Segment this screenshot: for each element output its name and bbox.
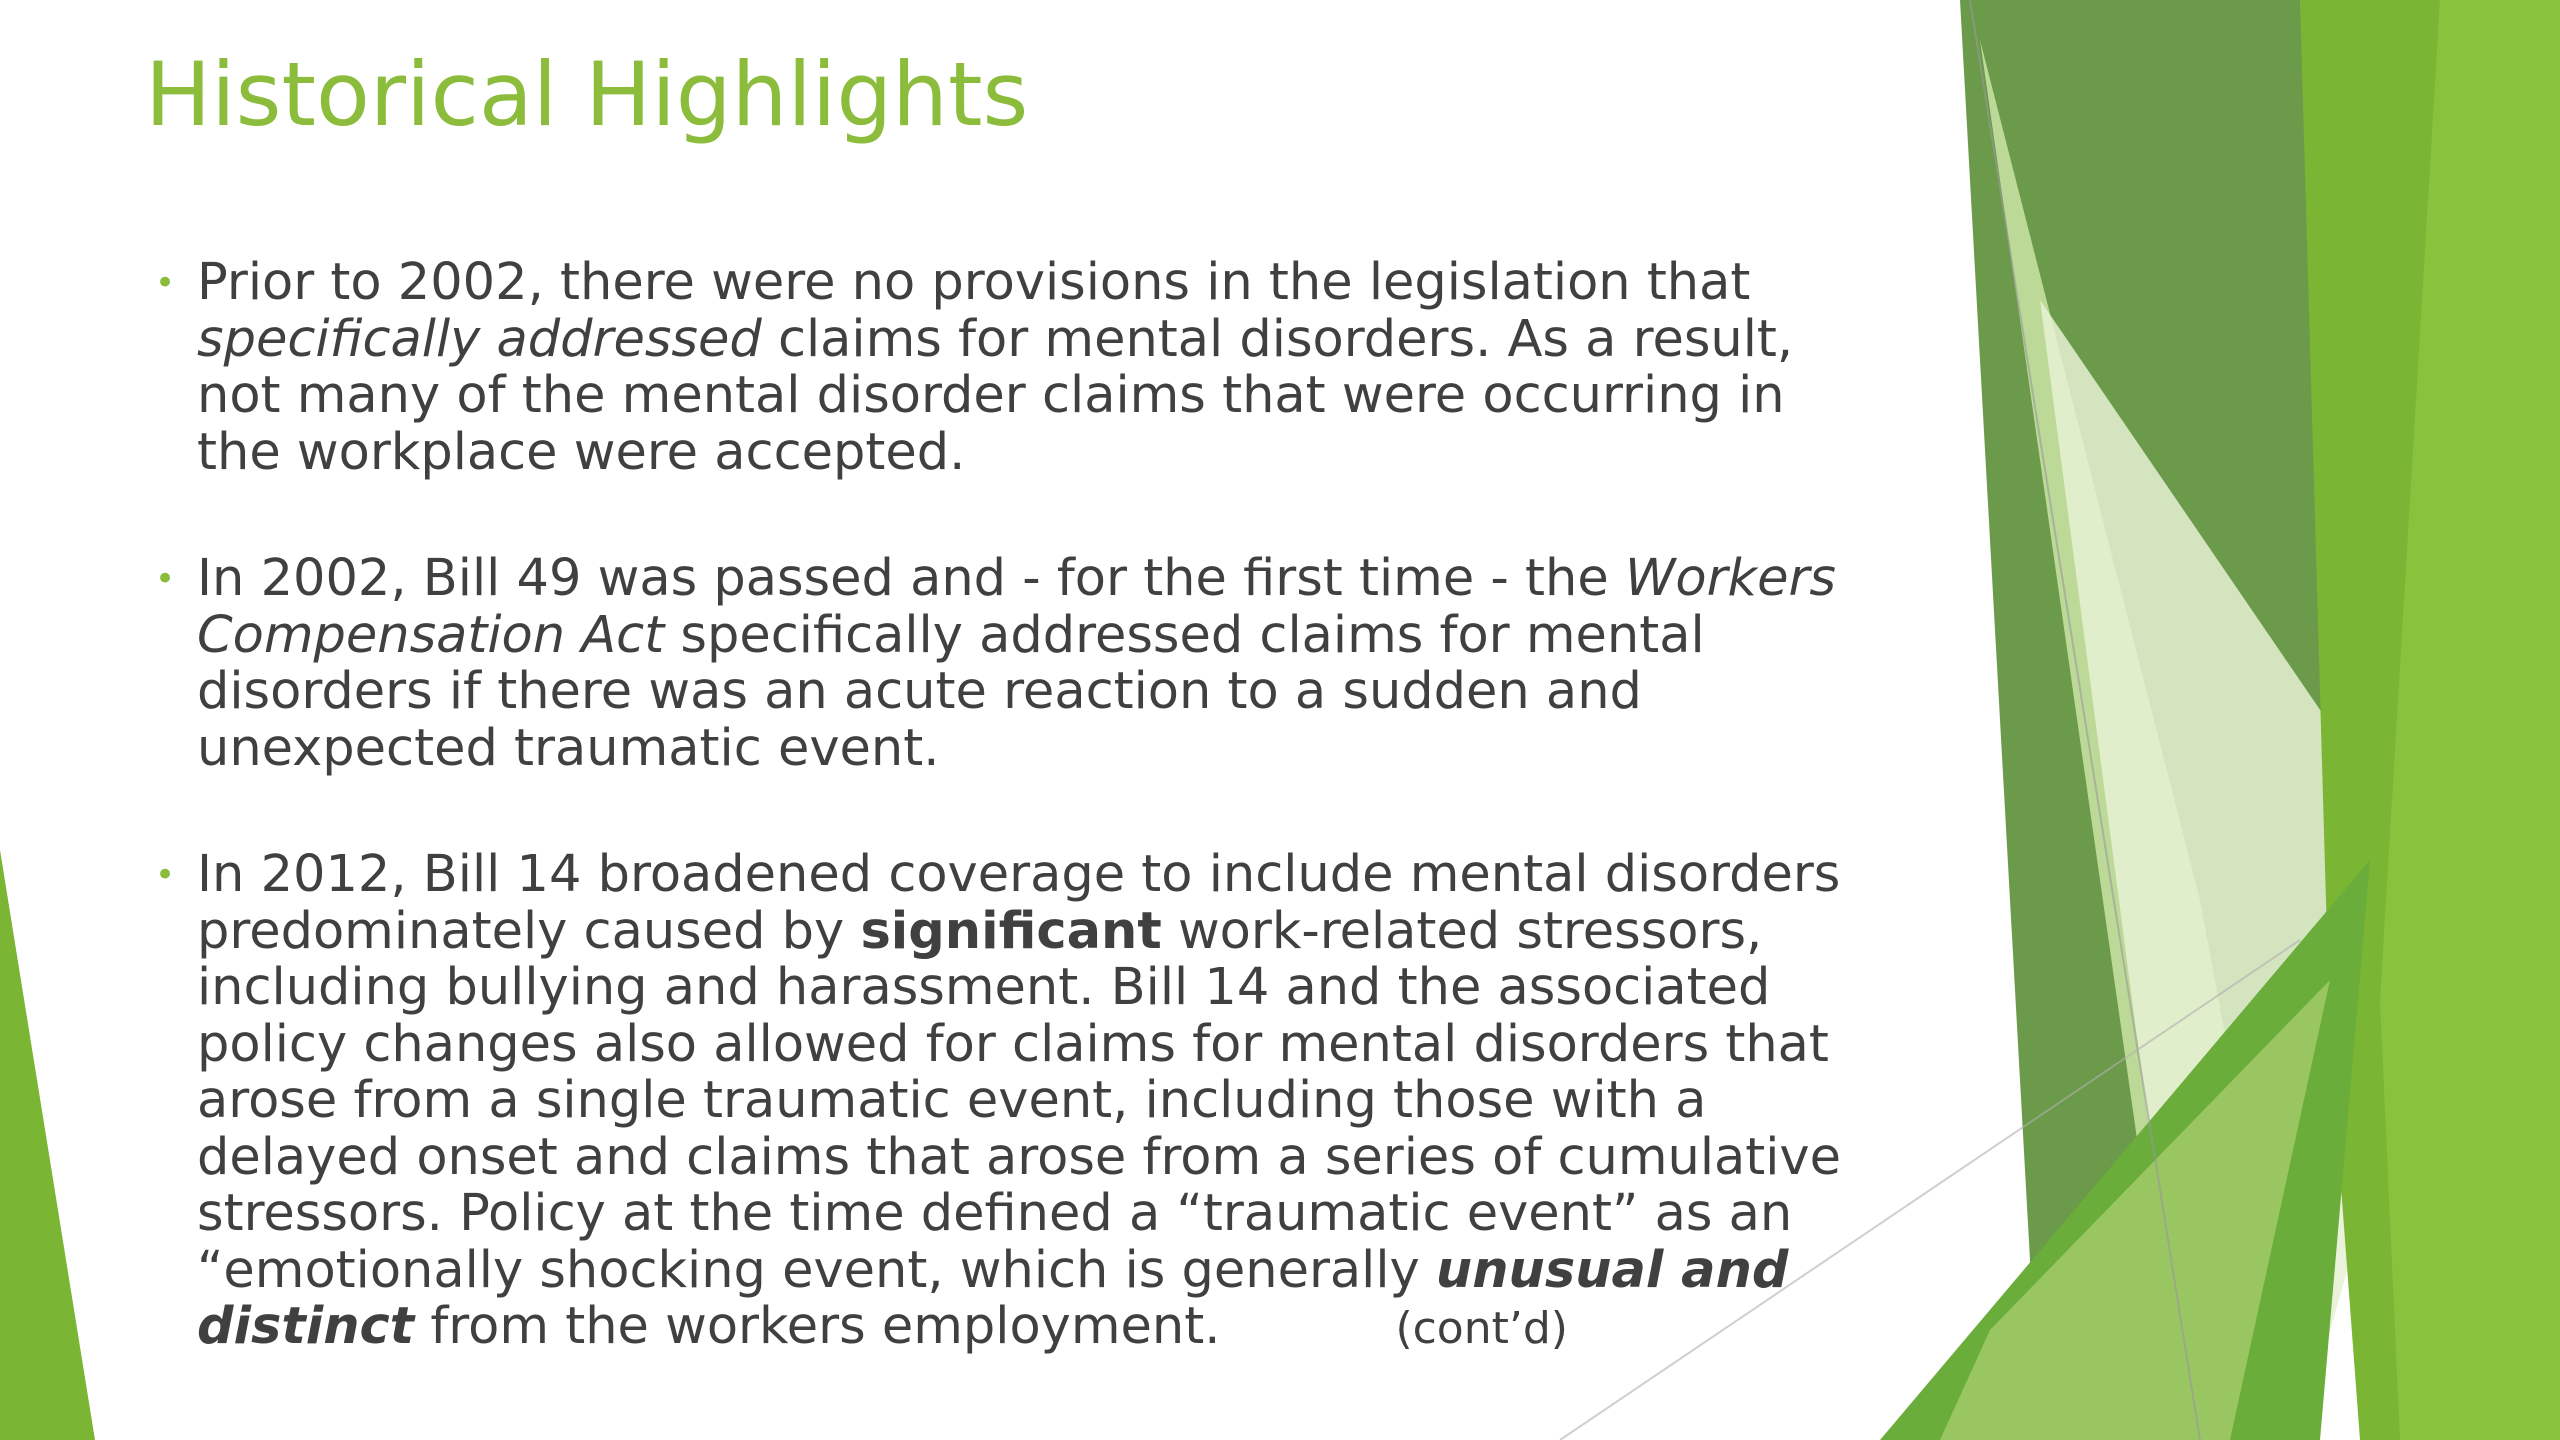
- bullet-dot-icon: •: [155, 559, 176, 599]
- body-text: In 2012, Bill 14 broadened coverage to include mental disorders: [197, 845, 1841, 904]
- bullet-item: [155, 551, 1955, 777]
- bullet-item: [155, 847, 1955, 1358]
- bullet-dot-icon: •: [155, 855, 176, 895]
- bullet-line: [197, 718, 1955, 778]
- italic-text: Workers: [1624, 549, 1836, 608]
- bold-text: [1436, 1241, 1788, 1300]
- bold-text: significant: [860, 901, 1162, 961]
- body-text: stressors. Policy at the time defined a “traumatic event” as an: [197, 1184, 1793, 1243]
- body-text: work-related stressors,: [1161, 901, 1763, 961]
- slide-title: Historical Highlights: [145, 43, 1029, 146]
- bullet-line: [197, 847, 1955, 904]
- bullet-line: [197, 309, 1955, 369]
- body-text: policy changes also allowed for claims for mental disorders that: [197, 1014, 1829, 1074]
- body-text: not many of the mental disorder claims that were occurring in: [197, 366, 1785, 425]
- bullet-dot-icon: •: [155, 263, 176, 303]
- facet-left: [0, 850, 95, 1440]
- bold-italic-text: distinct: [197, 1297, 415, 1356]
- bullet-line: [197, 368, 1955, 425]
- body-text: “emotionally shocking event, which is generally: [197, 1240, 1436, 1300]
- body-text: from the workers employment.: [414, 1297, 1221, 1356]
- bullet-line: [197, 1014, 1955, 1074]
- body-text: claims for mental disorders. As a result,: [761, 309, 1794, 369]
- body-text: predominately caused by: [197, 901, 861, 961]
- italic-text: specifically addressed: [197, 309, 762, 369]
- body-text: the workplace were accepted.: [197, 422, 966, 482]
- body-text: unexpected traumatic event.: [197, 718, 940, 778]
- body-text: delayed onset and claims that arose from a series of cumulative: [197, 1127, 1841, 1187]
- bullet-line: [197, 1186, 1955, 1243]
- bold-italic-text: unusual and: [1435, 1240, 1789, 1300]
- bullet-line: [197, 551, 1955, 608]
- bullet-line: [197, 960, 1955, 1017]
- bullet-line: [197, 605, 1955, 665]
- body-text: In 2002, Bill 49 was passed and - for the first time - the: [197, 549, 1625, 608]
- body-text: specifically addressed claims for mental: [664, 605, 1705, 665]
- bullet-line: [197, 1073, 1955, 1130]
- bullet-line: [197, 664, 1955, 721]
- bullet-line: [197, 1127, 1955, 1187]
- body-text: disorders if there was an acute reaction to a sudden and: [197, 662, 1642, 721]
- italic-text: Compensation Act: [197, 605, 665, 665]
- bullet-line: [197, 255, 1955, 312]
- bullet-list: [155, 255, 1955, 1428]
- bold-text: [197, 1297, 414, 1356]
- continued-label: (cont’d): [1395, 1303, 1568, 1354]
- bullet-line: [197, 1299, 1955, 1358]
- body-text: arose from a single traumatic event, including those with a: [197, 1071, 1707, 1130]
- body-text: Prior to 2002, there were no provisions in the legislation that: [197, 253, 1751, 312]
- body-text: including bullying and harassment. Bill 14 and the associated: [197, 958, 1771, 1017]
- bullet-line: [197, 901, 1955, 961]
- bullet-line: [197, 422, 1955, 482]
- bullet-line: [197, 1240, 1955, 1300]
- bullet-item: [155, 255, 1955, 481]
